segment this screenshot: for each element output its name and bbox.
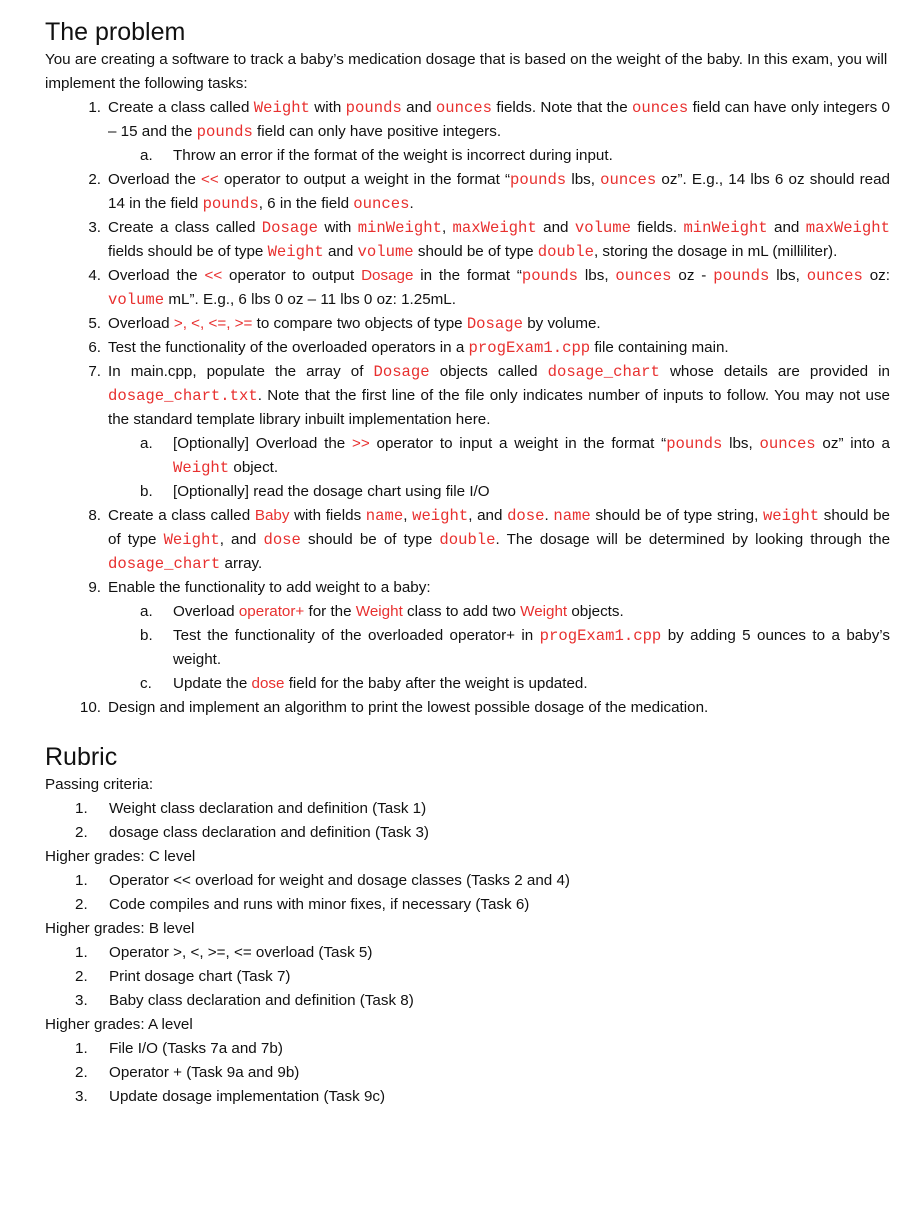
task-text: [Optionally] Overload the (173, 435, 353, 452)
highlight-term: operator+ (238, 603, 305, 620)
code-term: Weight (267, 243, 324, 261)
criteria-text: Operator >, <, >=, <= overload (Task 5) (109, 944, 373, 961)
task-text: , storing the dosage in mL (milliliter). (593, 243, 838, 260)
code-term: Dosage (373, 363, 430, 381)
code-term: ounces (600, 171, 657, 189)
highlight-term: Weight (355, 603, 403, 620)
task-text: should be of type (300, 531, 440, 548)
task-text: object. (229, 459, 279, 476)
task-text: and (401, 99, 436, 116)
subtask-item (45, 432, 890, 480)
task-text: lbs, (722, 435, 760, 452)
task-text: , (403, 507, 413, 524)
criteria-item (45, 989, 890, 1013)
task-body (108, 507, 890, 572)
task-text: Overload (108, 315, 174, 332)
task-item (45, 696, 890, 720)
subtask-body (173, 675, 588, 692)
task-number: 8. (88, 507, 101, 524)
task-item (45, 312, 890, 336)
task-item (45, 96, 890, 168)
criteria-list (45, 941, 890, 1013)
task-text: Enable the functionality to add weight to a baby: (108, 579, 431, 596)
task-body (108, 699, 708, 716)
task-text: with (309, 99, 346, 116)
criteria-number: 2. (75, 896, 88, 913)
criteria-number: 3. (75, 992, 88, 1009)
subtask-item (45, 480, 890, 504)
highlight-term: >> (352, 435, 370, 452)
task-list (45, 96, 890, 720)
task-text: lbs, (769, 267, 807, 284)
task-text: Update the (173, 675, 252, 692)
problem-intro: You are creating a software to track a baby’s medication dosage that is based on the weight of the baby. In this exam, you will implement the following tasks: (45, 51, 888, 92)
criteria-item (45, 1037, 890, 1061)
criteria-number: 2. (75, 824, 88, 841)
criteria-text: Baby class declaration and definition (Task 8) (109, 992, 414, 1009)
subtask-body (173, 627, 890, 668)
task-text: Overload the (108, 267, 205, 284)
task-text: Test the functionality of the overloaded operators in a (108, 339, 469, 356)
subtask-body (173, 483, 490, 500)
task-number: 6. (88, 339, 101, 356)
criteria-list (45, 1037, 890, 1109)
task-text: array. (220, 555, 263, 572)
criteria-item (45, 941, 890, 965)
task-number: 4. (88, 267, 101, 284)
task-text: for the (304, 603, 356, 620)
task-text: oz: (862, 267, 890, 284)
code-term: ounces (615, 267, 672, 285)
task-text: oz - (671, 267, 714, 284)
criteria-item (45, 797, 890, 821)
task-item (45, 168, 890, 216)
criteria-text: Operator << overload for weight and dosage classes (Tasks 2 and 4) (109, 872, 570, 889)
task-number: 9. (88, 579, 101, 596)
code-term: maxWeight (452, 219, 537, 237)
criteria-heading: Higher grades: C level (45, 848, 196, 865)
code-term: dose (507, 507, 545, 525)
criteria-text: Update dosage implementation (Task 9c) (109, 1088, 386, 1105)
task-text: objects. (567, 603, 624, 620)
code-term: minWeight (683, 219, 768, 237)
rubric-title: Rubric (45, 743, 118, 771)
task-body (108, 579, 431, 596)
code-term: volume (108, 291, 165, 309)
subtask-item (45, 600, 890, 624)
task-text: objects called (429, 363, 548, 380)
subtask-letter: c. (140, 675, 152, 692)
task-number: 1. (88, 99, 101, 116)
task-text: oz” into a (815, 435, 890, 452)
criteria-number: 1. (75, 944, 88, 961)
task-text: should be of type string, (590, 507, 763, 524)
criteria-item (45, 821, 890, 845)
task-text: by volume. (522, 315, 601, 332)
subtask-body (173, 435, 890, 476)
task-body (108, 219, 890, 260)
task-number: 10. (79, 699, 101, 716)
task-text: field for the baby after the weight is updated. (284, 675, 588, 692)
task-text: class to add two (402, 603, 521, 620)
highlight-term: dose (251, 675, 285, 692)
task-text: should be of type (108, 507, 890, 548)
criteria-item (45, 869, 890, 893)
task-text: field can have only integers 0 – 15 and the (108, 99, 890, 140)
criteria-item (45, 965, 890, 989)
highlight-term: << (204, 267, 223, 284)
problem-title: The problem (45, 18, 186, 46)
criteria-number: 1. (75, 872, 88, 889)
code-term: double (439, 531, 496, 549)
task-body (108, 99, 890, 140)
criteria-item (45, 1085, 890, 1109)
rubric-sections (45, 773, 890, 1109)
task-number: 5. (88, 315, 101, 332)
subtask-letter: b. (140, 483, 153, 500)
task-text: field can only have positive integers. (252, 123, 502, 140)
highlight-term: Weight (520, 603, 568, 620)
criteria-list (45, 797, 890, 845)
code-term: minWeight (357, 219, 442, 237)
subtask-letter: b. (140, 627, 153, 644)
code-term: dose (263, 531, 301, 549)
highlight-term: << (201, 171, 219, 188)
task-text: with fields (289, 507, 366, 524)
highlight-term: Dosage (361, 267, 414, 284)
task-text: operator to output (222, 267, 362, 284)
code-term: name (553, 507, 591, 525)
task-text: operator to input a weight in the format “ (369, 435, 667, 452)
task-text: Throw an error if the format of the weight is incorrect during input. (173, 147, 613, 164)
task-item (45, 216, 890, 264)
task-text: Design and implement an algorithm to print the lowest possible dosage of the medication. (108, 699, 709, 716)
task-item (45, 576, 890, 696)
code-term: weight (412, 507, 469, 525)
task-item (45, 504, 890, 576)
task-item (45, 336, 890, 360)
task-text: mL”. E.g., 6 lbs 0 oz – 11 lbs 0 oz: 1.25mL. (164, 291, 456, 308)
subtask-letter: a. (140, 435, 153, 452)
code-term: dosage_chart (108, 555, 221, 573)
code-term: pounds (713, 267, 770, 285)
code-term: maxWeight (805, 219, 890, 237)
task-text: with (317, 219, 358, 236)
criteria-number: 2. (75, 968, 88, 985)
criteria-text: Print dosage chart (Task 7) (109, 968, 291, 985)
criteria-item (45, 1061, 890, 1085)
criteria-number: 3. (75, 1088, 88, 1105)
criteria-heading: Higher grades: B level (45, 920, 195, 937)
task-text: and (536, 219, 575, 236)
subtask-item (45, 624, 890, 672)
task-text: in the format “ (413, 267, 522, 284)
task-item (45, 264, 890, 312)
task-text: . (409, 195, 414, 212)
code-term: Weight (253, 99, 310, 117)
task-body (108, 267, 890, 308)
task-text: [Optionally] read the dosage chart using file I/O (173, 483, 490, 500)
subtask-letter: a. (140, 147, 153, 164)
task-text: whose details are provided in (659, 363, 890, 380)
code-term: dosage_chart (547, 363, 660, 381)
code-term: volume (357, 243, 414, 261)
task-text: file containing main. (590, 339, 729, 356)
document (45, 16, 890, 1109)
code-term: ounces (632, 99, 689, 117)
criteria-list (45, 869, 890, 917)
code-term: name (365, 507, 404, 525)
task-text: to compare two objects of type (252, 315, 467, 332)
code-term: pounds (202, 195, 259, 213)
task-body (108, 363, 890, 428)
code-term: progExam1.cpp (539, 627, 662, 645)
task-text: should be of type (413, 243, 538, 260)
subtask-list (108, 144, 890, 168)
task-text: oz”. E.g., 14 lbs 6 oz should read 14 in the field (108, 171, 890, 212)
criteria-text: Code compiles and runs with minor fixes, if necessary (Task 6) (109, 896, 530, 913)
highlight-term: Baby (254, 507, 290, 524)
task-text: and (323, 243, 358, 260)
task-body (108, 171, 890, 212)
code-term: ounces (806, 267, 863, 285)
criteria-heading: Higher grades: A level (45, 1016, 193, 1033)
task-item (45, 360, 890, 504)
code-term: pounds (345, 99, 402, 117)
code-term: ounces (435, 99, 493, 117)
criteria-number: 1. (75, 1040, 88, 1057)
criteria-text: File I/O (Tasks 7a and 7b) (109, 1040, 283, 1057)
task-text: Overload (173, 603, 239, 620)
code-term: pounds (510, 171, 567, 189)
task-text: fields should be of type (108, 243, 268, 260)
code-term: pounds (196, 123, 253, 141)
task-body (108, 315, 601, 332)
code-term: ounces (759, 435, 816, 453)
task-text: fields. Note that the (492, 99, 633, 116)
task-text: Test the functionality of the overloaded operator+ in (173, 627, 540, 644)
subtask-body (173, 603, 624, 620)
criteria-item (45, 893, 890, 917)
task-text: lbs, (566, 171, 601, 188)
code-term: progExam1.cpp (468, 339, 591, 357)
code-term: Dosage (466, 315, 523, 333)
criteria-text: Operator + (Task 9a and 9b) (109, 1064, 300, 1081)
task-text: Overload the (108, 171, 202, 188)
task-text: by adding 5 ounces to a baby’s weight. (173, 627, 890, 668)
criteria-heading: Passing criteria: (45, 776, 154, 793)
task-text: fields. (631, 219, 684, 236)
task-number: 7. (88, 363, 101, 380)
criteria-text: dosage class declaration and definition (Task 3) (109, 824, 429, 841)
subtask-letter: a. (140, 603, 153, 620)
task-text: , 6 in the field (258, 195, 354, 212)
code-term: double (537, 243, 594, 261)
highlight-term: >, <, <=, >= (173, 315, 253, 332)
subtask-item (45, 144, 890, 168)
task-text: , and (468, 507, 508, 524)
code-term: volume (574, 219, 632, 237)
criteria-number: 1. (75, 800, 88, 817)
task-text: operator to output a weight in the format “ (218, 171, 511, 188)
code-term: weight (762, 507, 820, 525)
code-term: dosage_chart.txt (108, 387, 258, 405)
task-number: 2. (88, 171, 101, 188)
task-text: . The dosage will be determined by looking through the (495, 531, 891, 548)
task-text: . Note that the first line of the file only indicates number of inputs to follow. You may not use the standard template library inbuilt implementation here. (108, 387, 890, 428)
task-number: 3. (88, 219, 101, 236)
code-term: ounces (353, 195, 410, 213)
subtask-list (108, 432, 890, 504)
task-text: Create a class called (108, 507, 255, 524)
task-text: , and (219, 531, 264, 548)
subtask-item (45, 672, 890, 696)
task-text: and (767, 219, 806, 236)
code-term: Weight (173, 459, 230, 477)
subtask-list (108, 600, 890, 696)
task-text: , (441, 219, 453, 236)
code-term: pounds (666, 435, 723, 453)
task-text: lbs, (578, 267, 616, 284)
task-text: Create a class called (108, 99, 254, 116)
code-term: pounds (521, 267, 579, 285)
task-text: In main.cpp, populate the array of (108, 363, 374, 380)
task-body (108, 339, 729, 356)
code-term: Weight (163, 531, 220, 549)
criteria-number: 2. (75, 1064, 88, 1081)
task-text: Create a class called (108, 219, 262, 236)
subtask-body (173, 147, 613, 164)
task-text: . (544, 507, 554, 524)
criteria-text: Weight class declaration and definition (Task 1) (109, 800, 427, 817)
code-term: Dosage (261, 219, 318, 237)
